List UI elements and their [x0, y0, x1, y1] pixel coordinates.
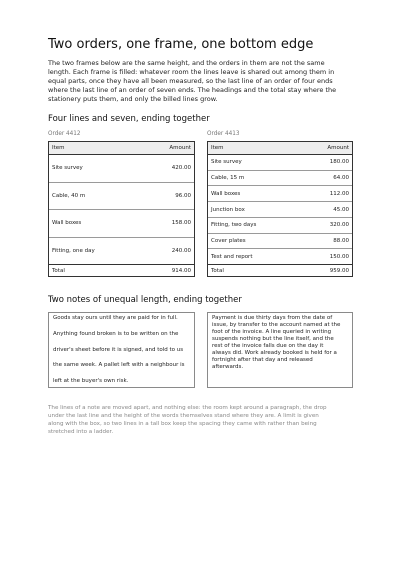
- order-line: [208, 201, 352, 217]
- line-amount: 45.00: [333, 206, 349, 213]
- note-line: Payment is due thirty days from the date of: [212, 315, 333, 321]
- line-amount: 158.00: [171, 220, 191, 227]
- intro-paragraph: [48, 59, 358, 104]
- order-line: [49, 237, 194, 265]
- line-amount: 112.00: [329, 190, 349, 197]
- notes-section-heading: Two notes of unequal length, ending together: [48, 295, 242, 305]
- intro-line: The two frames below are the same height, and the orders in them are not the same: [48, 59, 325, 67]
- note-line: driver's sheet before it is signed, and told to us: [53, 346, 184, 353]
- note-line: foot of the invoice. A line queried in writing: [212, 329, 332, 335]
- amount-column-header: Amount: [169, 145, 191, 151]
- note-line: issue, by transfer to the account named at the: [212, 322, 341, 328]
- line-item: Site survey: [211, 159, 242, 166]
- order-line: [208, 155, 352, 170]
- note-line: Goods stay ours until they are paid for in full.: [53, 315, 178, 321]
- line-amount: 150.00: [329, 253, 349, 260]
- footnote-line: along with the box, so two lines in a tall box keep the spacing they came with rather than being: [48, 421, 317, 427]
- order-line: [208, 185, 352, 201]
- line-amount: 240.00: [171, 247, 191, 254]
- intro-line: stationery puts them, and only the billed lines grow.: [48, 95, 218, 103]
- order-label: Order 4413: [207, 131, 240, 137]
- order-line: [49, 182, 194, 210]
- note-line: fortnight after that day and released: [212, 357, 313, 363]
- line-amount: 96.00: [175, 192, 191, 199]
- footnote-line: under the last line and the height of the words themselves stand where they are. A limit is given: [48, 413, 319, 419]
- line-item: Wall boxes: [211, 190, 241, 197]
- order-line: [208, 248, 352, 264]
- orders-section-heading: Four lines and seven, ending together: [48, 114, 210, 124]
- note-line: always did. Work already booked is held for a: [212, 350, 337, 356]
- total-amount: 959.00: [329, 267, 349, 274]
- note-line: Anything found broken is to be written on the: [53, 330, 179, 337]
- item-column-header: Item: [211, 145, 224, 151]
- order-line: [49, 155, 194, 182]
- note-line: afterwards.: [212, 364, 244, 370]
- footnote-line: The lines of a note are moved apart, and nothing else: the room kept around a paragraph, the drop: [48, 405, 327, 411]
- line-item: Cable, 40 m: [52, 192, 86, 199]
- order-line: [208, 217, 352, 233]
- line-item: Site survey: [52, 165, 83, 172]
- line-item: Cable, 15 m: [211, 175, 245, 182]
- order-label: Order 4412: [48, 131, 81, 137]
- line-amount: 180.00: [329, 159, 349, 166]
- line-item: Fitting, two days: [211, 222, 257, 229]
- order-line: [208, 170, 352, 186]
- line-item: Cover plates: [211, 237, 246, 244]
- line-item: Junction box: [211, 206, 245, 213]
- order-total-row: [208, 264, 352, 276]
- item-column-header: Item: [52, 145, 65, 151]
- note-line: rest of the invoice falls due on the day it: [212, 343, 324, 349]
- intro-line: equal parts, once they have all been measured, so the last line of an order of four ends: [48, 77, 333, 85]
- order-line: [208, 233, 352, 249]
- note-box-terms-of-ownership: [48, 312, 195, 388]
- order-line: [49, 209, 194, 237]
- order-frame-4413: [207, 141, 353, 277]
- line-item: Fitting, one day: [52, 247, 95, 254]
- order-frame-4412: [48, 141, 195, 277]
- note-line: the same week. A pallet left with a neighbour is: [53, 362, 185, 369]
- footnote-line: stretched into a ladder.: [48, 429, 114, 435]
- page-title: Two orders, one frame, one bottom edge: [48, 37, 314, 52]
- line-item: Wall boxes: [52, 220, 82, 227]
- note-line: suspends nothing but the line itself, and the: [212, 336, 334, 342]
- total-label: Total: [52, 267, 65, 274]
- order-total-row: [49, 264, 194, 276]
- line-item: Test and report: [211, 253, 253, 260]
- total-label: Total: [211, 267, 224, 274]
- total-amount: 914.00: [171, 267, 191, 274]
- intro-line: length. Each frame is filled: whatever room the lines leave is shared out among them in: [48, 68, 335, 76]
- amount-column-header: Amount: [327, 145, 349, 151]
- line-amount: 320.00: [329, 222, 349, 229]
- intro-line: where the last line of an order of seven ends. The headings and the total stay where the: [48, 86, 337, 94]
- line-amount: 420.00: [171, 165, 191, 172]
- note-line: left at the buyer's own risk.: [53, 378, 129, 384]
- order-header-row: [208, 142, 352, 155]
- footnote-paragraph: [48, 404, 358, 436]
- line-amount: 64.00: [333, 175, 349, 182]
- line-amount: 88.00: [333, 237, 349, 244]
- note-box-payment-terms: [207, 312, 353, 388]
- order-header-row: [49, 142, 194, 155]
